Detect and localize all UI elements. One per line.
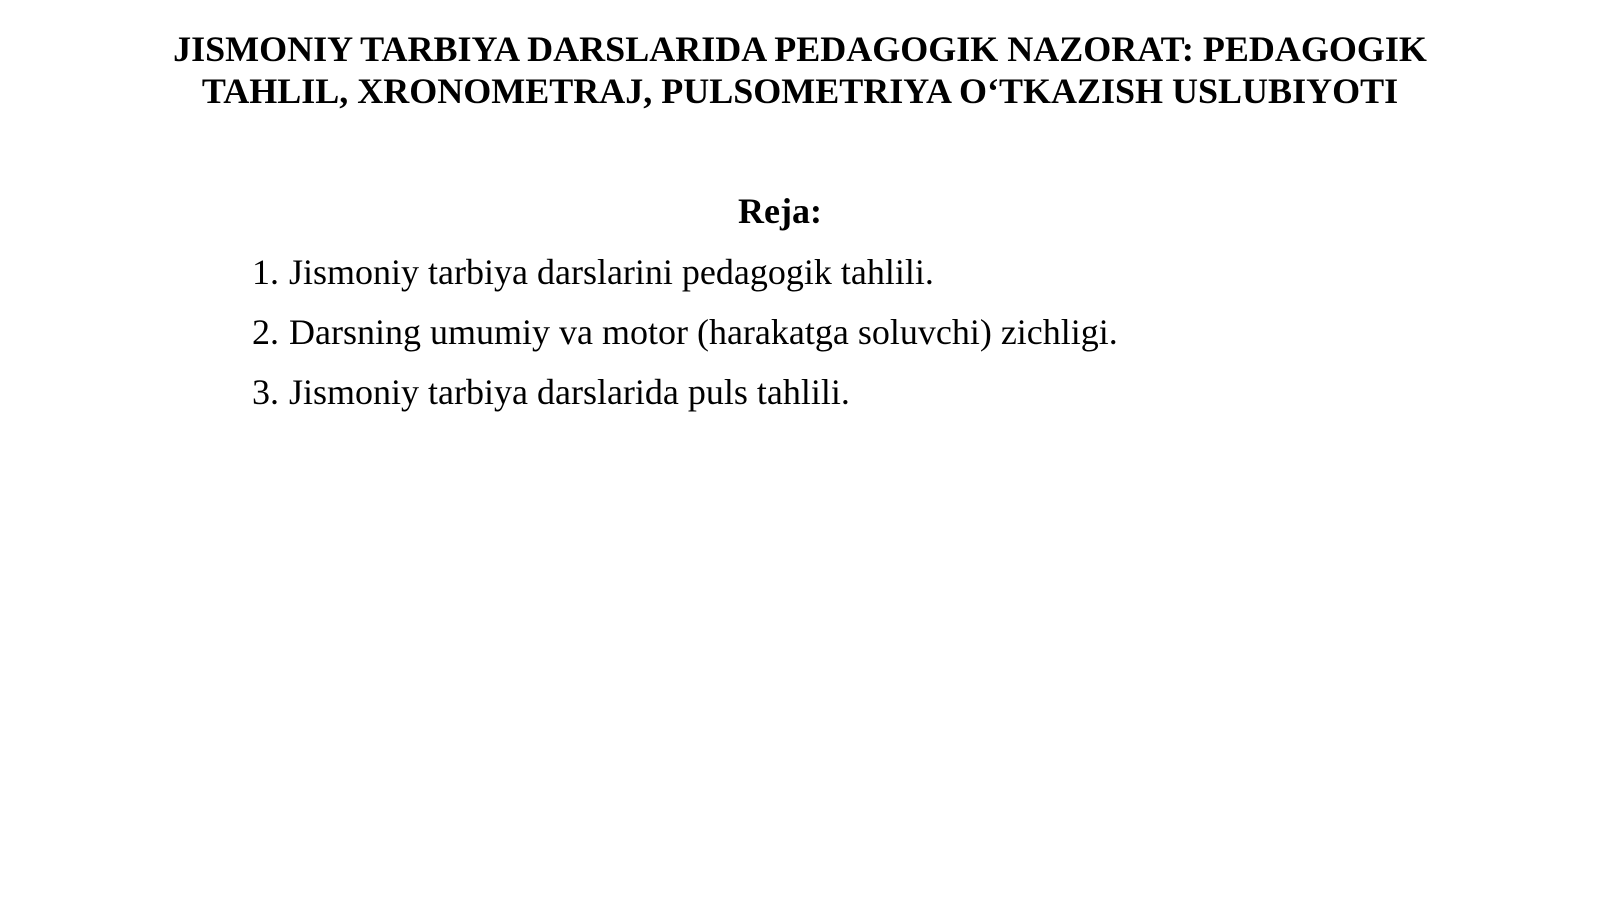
page-title bbox=[40, 28, 1560, 112]
plan-list bbox=[252, 251, 1118, 431]
plan-item bbox=[252, 251, 1118, 293]
plan-heading: Reja: bbox=[738, 191, 822, 231]
plan-item-text: Jismoniy tarbiya darslarida puls tahlili. bbox=[289, 372, 850, 412]
page-title-line-2: TAHLIL, XRONOMETRAJ, PULSOMETRIYA O‘TKAZISH USLUBIYOTI bbox=[201, 71, 1399, 111]
plan-item-number: 1. bbox=[252, 252, 279, 292]
page-title-line-1: JISMONIY TARBIYA DARSLARIDA PEDAGOGIK NAZORAT: PEDAGOGIK bbox=[173, 29, 1427, 69]
plan-item-text: Darsning umumiy va motor (harakatga soluvchi) zichligi. bbox=[289, 312, 1118, 352]
plan-item-number: 2. bbox=[252, 312, 279, 352]
plan-item bbox=[252, 371, 1118, 413]
plan-item bbox=[252, 311, 1118, 353]
plan-item-text: Jismoniy tarbiya darslarini pedagogik tahlili. bbox=[289, 252, 934, 292]
plan-item-number: 3. bbox=[252, 372, 279, 412]
